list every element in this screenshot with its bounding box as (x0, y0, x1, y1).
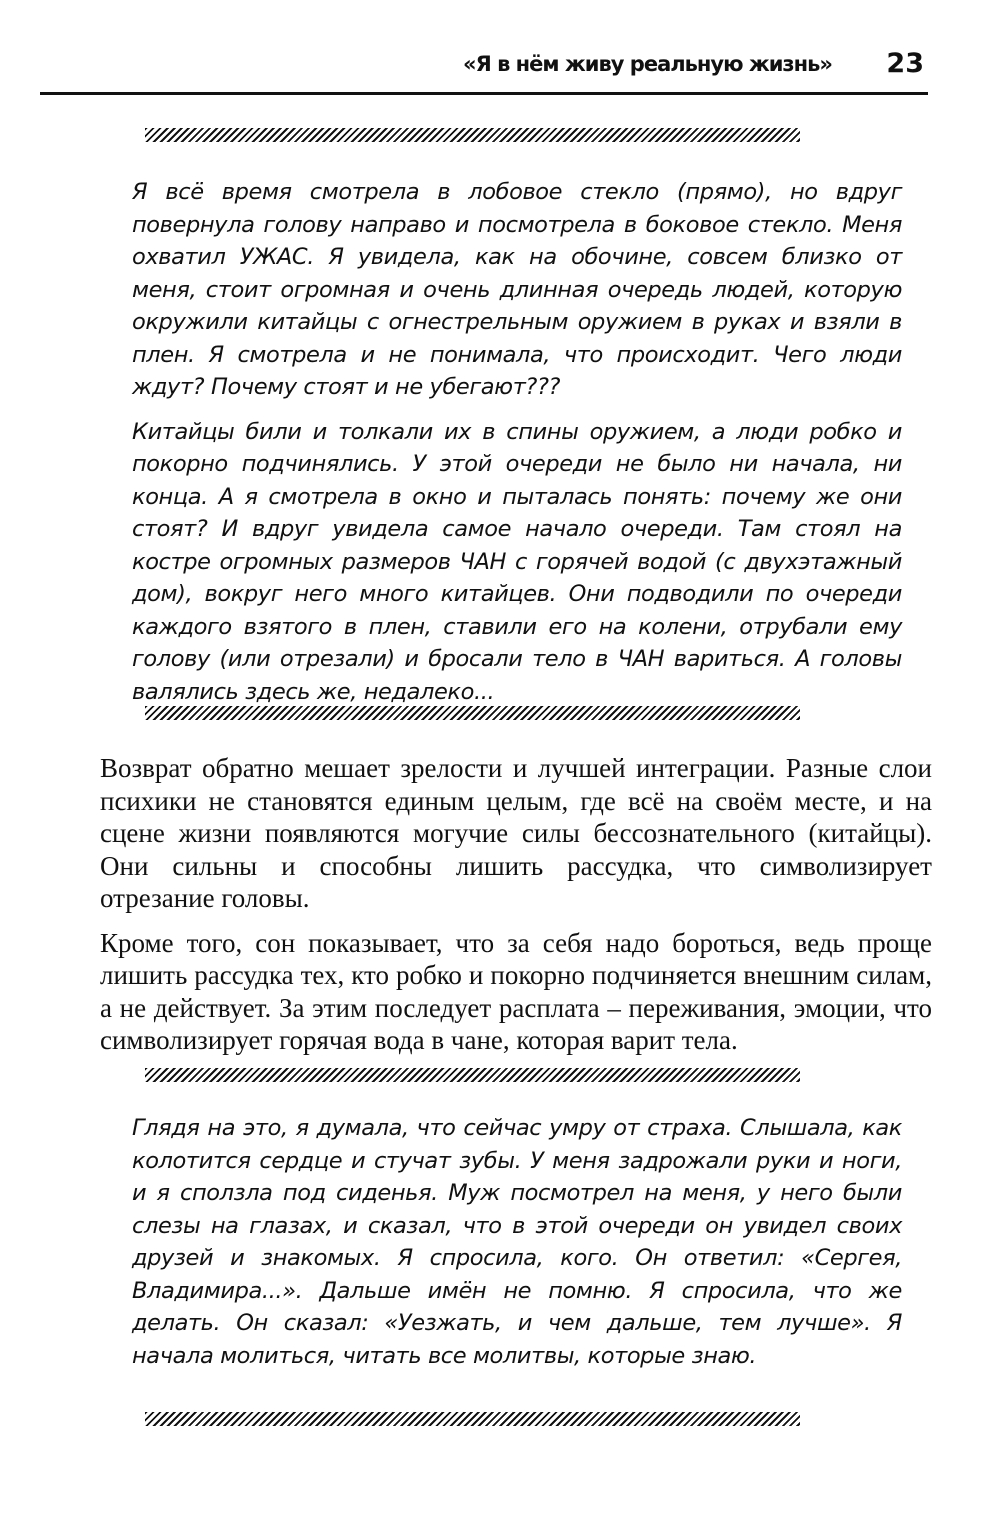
dream-quote-block-2 (132, 1112, 902, 1384)
ornament-divider (145, 128, 800, 142)
body-paragraph: Кроме того, сон показывает, что за себя надо бороться, ведь проще лишить рассудка тех, кто робко и покорно подчиняется внешним силам, а не действует. За этим последует расплата – переживания, эмоции, что символизирует горячая вода в чане, которая варит тела. (100, 927, 932, 1055)
page-number: 23 (886, 48, 924, 79)
ornament-divider (145, 1412, 800, 1426)
quote-paragraph: Китайцы били и толкали их в спины оружием, а люди робко и покорно подчинялись. У этой очереди не было ни начала, ни конца. А я смотрела в окно и пыталась понять: почему же они стоят? И вдруг увидела самое начало очереди. Там стоял на костре огромных размеров ЧАН с горячей водой (с двухэтажный дом), вокруг него много китайцев. Они подводили по очереди каждого взятого в плен, ставили его на колени, отрубали ему голову (или отрезали) и бросали тело в ЧАН вариться. А головы валялись здесь же, недалеко... (132, 418, 902, 705)
page-header (40, 40, 928, 95)
quote-paragraph: Глядя на это, я думала, что сейчас умру от страха. Слышала, как колотится сердце и стучат зубы. У меня задрожали руки и ноги, и я сползла под сиденья. Муж посмотрел на меня, у него были слезы на глазах, и сказал, что в этой очереди он увидел своих друзей и знакомых. Я спросила, кого. Он ответил: «Сергея, Владимира...». Дальше имён не помню. Я спросила, что же делать. Он сказал: «Уезжать, и чем дальше, тем лучше». Я начала молиться, читать все молитвы, которые знаю. (132, 1115, 902, 1369)
body-paragraph: Возврат обратно мешает зрелости и лучшей интеграции. Разные слои психики не становятся единым целым, где всё на своём месте, и на сцене жизни появляются могучие силы бессознательного (китайцы). Они сильны и способны лишить рассудка, что символизирует отрезание головы. (100, 753, 932, 913)
running-title: «Я в нём живу реальную жизнь» (463, 52, 832, 76)
ornament-divider (145, 706, 800, 720)
main-text (100, 752, 932, 1069)
quote-paragraph: Я всё время смотрела в лобовое стекло (прямо), но вдруг повернула голову направо и посмотрела в боковое стекло. Меня охватил УЖАС. Я увидела, как на обочине, совсем близко от меня, стоит огромная и очень длинная очередь людей, которую окружили китайцы с огнестрельным оружием в руках и взяли в плен. Я смотрела и не понимала, что происходит. Чего люди ждут? Почему стоят и не убегают??? (132, 179, 902, 400)
ornament-divider (145, 1068, 800, 1082)
dream-quote-block-1 (132, 176, 902, 720)
